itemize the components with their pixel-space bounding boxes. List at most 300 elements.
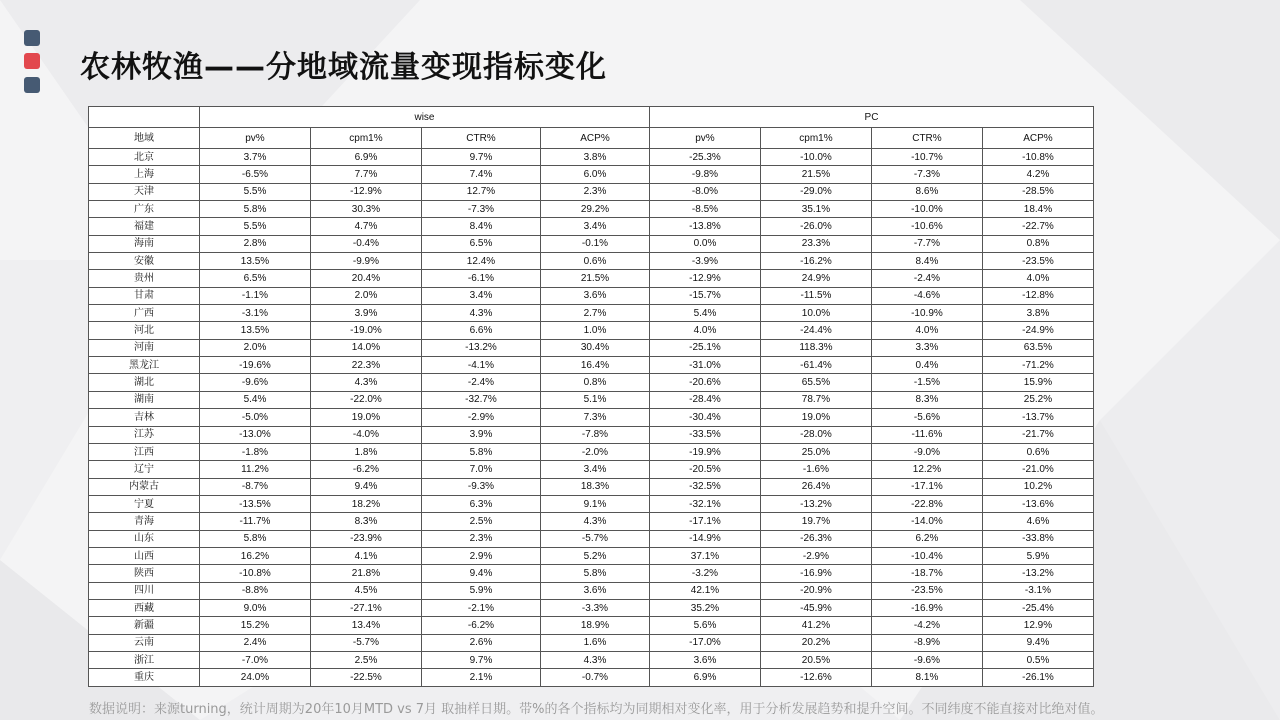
pc-pv-cell: 6.9% [649,669,760,686]
wise-cpm1-cell: 4.5% [310,582,421,599]
wise-cpm1-cell: 2.0% [310,287,421,304]
wise-acp-cell: -7.8% [541,426,650,443]
pc-ctr-cell: -10.6% [871,218,982,235]
region-cell: 青海 [89,513,200,530]
pc-ctr-cell: -4.6% [871,287,982,304]
pc-cpm1-cell: 78.7% [760,391,871,408]
pc-pv-cell: -17.0% [649,634,760,651]
region-cell: 宁夏 [89,495,200,512]
table-row [89,478,1094,495]
wise-acp-cell: 0.6% [541,253,650,270]
table-row [89,530,1094,547]
wise-ctr-cell: 3.4% [421,287,540,304]
group-header-row [89,107,1094,128]
corner-cell [89,107,200,128]
table-row [89,305,1094,322]
table-row [89,651,1094,668]
table-body [89,149,1094,687]
pc-acp-cell: 0.6% [982,443,1093,460]
pc-cpm1-cell: 26.4% [760,478,871,495]
region-cell: 西藏 [89,599,200,616]
table-row [89,599,1094,616]
wise-pv-cell: 6.5% [199,270,310,287]
pc-cpm1-cell: 23.3% [760,235,871,252]
region-cell: 内蒙古 [89,478,200,495]
accent-square-middle [24,53,40,69]
region-cell: 新疆 [89,617,200,634]
table-row [89,617,1094,634]
region-cell: 吉林 [89,409,200,426]
table-row [89,634,1094,651]
wise-acp-cell: 2.3% [541,183,650,200]
region-cell: 浙江 [89,651,200,668]
accent-square-top [24,30,40,46]
pc-pv-cell: -14.9% [649,530,760,547]
pc-ctr-cell: 8.3% [871,391,982,408]
table-row [89,201,1094,218]
pc-cpm1-cell: -61.4% [760,357,871,374]
pc-ctr-cell: -18.7% [871,565,982,582]
pc-pv-cell: 37.1% [649,547,760,564]
pc-ctr-cell: -7.3% [871,166,982,183]
table-row [89,513,1094,530]
table-row [89,409,1094,426]
wise-cpm1-cell: -19.0% [310,322,421,339]
wise-cpm1-cell: 4.7% [310,218,421,235]
pc-acp-cell: 12.9% [982,617,1093,634]
table-row [89,391,1094,408]
wise-cpm1-cell: 30.3% [310,201,421,218]
wise-acp-cell: 3.4% [541,461,650,478]
pc-ctr-cell: -8.9% [871,634,982,651]
wise-ctr-cell: 12.4% [421,253,540,270]
wise-cpm1-cell: 22.3% [310,357,421,374]
pc-acp-cell: 9.4% [982,634,1093,651]
pc-pv-cell: -25.3% [649,149,760,166]
wise-pv-cell: -10.8% [199,565,310,582]
wise-ctr-cell: -4.1% [421,357,540,374]
region-cell: 山西 [89,547,200,564]
pc-pv-cell: -8.0% [649,183,760,200]
wise-ctr-cell: -2.4% [421,374,540,391]
wise-ctr-cell: 6.3% [421,495,540,512]
wise-pv-cell: -9.6% [199,374,310,391]
wise-acp-cell: -2.0% [541,443,650,460]
pc-cpm1-cell: -10.0% [760,149,871,166]
pc-ctr-cell: -9.6% [871,651,982,668]
wise-ctr-cell: -9.3% [421,478,540,495]
pc-cpm1-cell: 20.5% [760,651,871,668]
pc-pv-cell: 4.0% [649,322,760,339]
wise-ctr-cell: -2.9% [421,409,540,426]
wise-ctr-cell: 5.8% [421,443,540,460]
wise-acp-cell: 4.3% [541,513,650,530]
pc-pv-cell: 5.6% [649,617,760,634]
wise-pv-cell: 2.8% [199,235,310,252]
pc-ctr-cell: -14.0% [871,513,982,530]
wise-ctr-cell: 6.6% [421,322,540,339]
wise-pv-cell: -1.8% [199,443,310,460]
pc-pv-cell: -3.2% [649,565,760,582]
pc-acp-cell: 0.5% [982,651,1093,668]
pc-ctr-cell: -9.0% [871,443,982,460]
pc-cpm1-cell: -2.9% [760,547,871,564]
wise-pv-cell: 15.2% [199,617,310,634]
pc-cpm1-cell: -12.6% [760,669,871,686]
pc-pv-cell: -33.5% [649,426,760,443]
wise-cpm1-cell: -22.5% [310,669,421,686]
wise-ctr-cell: 4.3% [421,305,540,322]
region-cell: 辽宁 [89,461,200,478]
pc-pv-cell: -30.4% [649,409,760,426]
pc-acp-cell: -28.5% [982,183,1093,200]
table-row [89,565,1094,582]
pc-pv-cell: -13.8% [649,218,760,235]
pc-pv-cell: 5.4% [649,305,760,322]
wise-acp-cell: 30.4% [541,339,650,356]
pc-ctr-cell: -10.9% [871,305,982,322]
wise-cpm1-cell: 6.9% [310,149,421,166]
table-row [89,426,1094,443]
pc-pv-cell: -32.5% [649,478,760,495]
wise-cpm1-cell: -27.1% [310,599,421,616]
pc-pv-cell: 42.1% [649,582,760,599]
pc-cpm1-cell: 20.2% [760,634,871,651]
wise-acp-cell: 7.3% [541,409,650,426]
wise-pv-cell: 5.5% [199,218,310,235]
wise-pv-cell: -6.5% [199,166,310,183]
wise-acp-cell: 1.0% [541,322,650,339]
pc-acp-cell: -3.1% [982,582,1093,599]
region-cell: 四川 [89,582,200,599]
wise-pv-cell: 11.2% [199,461,310,478]
wise-pv-cell: 3.7% [199,149,310,166]
pc-acp-cell: 3.8% [982,305,1093,322]
wise-pv-cell: 24.0% [199,669,310,686]
table-row [89,547,1094,564]
col-header-wise-cpm1: cpm1% [310,128,421,149]
page-title: 农林牧渔——分地域流量变现指标变化 [80,50,607,85]
table-row [89,149,1094,166]
wise-cpm1-cell: 8.3% [310,513,421,530]
wise-pv-cell: 9.0% [199,599,310,616]
col-header-region: 地域 [89,128,200,149]
wise-ctr-cell: 9.4% [421,565,540,582]
wise-pv-cell: -3.1% [199,305,310,322]
wise-ctr-cell: -32.7% [421,391,540,408]
wise-ctr-cell: -7.3% [421,201,540,218]
pc-acp-cell: -13.6% [982,495,1093,512]
pc-ctr-cell: 12.2% [871,461,982,478]
pc-pv-cell: -20.6% [649,374,760,391]
pc-acp-cell: -22.7% [982,218,1093,235]
wise-cpm1-cell: -9.9% [310,253,421,270]
wise-acp-cell: 5.8% [541,565,650,582]
pc-cpm1-cell: -11.5% [760,287,871,304]
wise-pv-cell: -5.0% [199,409,310,426]
wise-ctr-cell: -6.1% [421,270,540,287]
wise-ctr-cell: 8.4% [421,218,540,235]
region-cell: 海南 [89,235,200,252]
wise-acp-cell: -0.7% [541,669,650,686]
wise-acp-cell: 9.1% [541,495,650,512]
wise-cpm1-cell: 13.4% [310,617,421,634]
wise-pv-cell: 5.4% [199,391,310,408]
pc-ctr-cell: -11.6% [871,426,982,443]
wise-acp-cell: 18.9% [541,617,650,634]
col-header-pc-acp: ACP% [982,128,1093,149]
wise-pv-cell: 5.8% [199,530,310,547]
wise-ctr-cell: -13.2% [421,339,540,356]
pc-cpm1-cell: -24.4% [760,322,871,339]
region-cell: 天津 [89,183,200,200]
pc-acp-cell: -21.7% [982,426,1093,443]
pc-acp-cell: -26.1% [982,669,1093,686]
footnote: 数据说明：来源turning，统计周期为20年10月MTD vs 7月 取抽样日期。带%的各个指标均为同期相对变化率，用于分析发展趋势和提升空间。不同纬度不能直接对比绝对值。 [89,702,1104,717]
region-cell: 江苏 [89,426,200,443]
wise-pv-cell: -8.7% [199,478,310,495]
pc-acp-cell: -23.5% [982,253,1093,270]
pc-acp-cell: -12.8% [982,287,1093,304]
group-header-wise: wise [199,107,649,128]
table-row [89,183,1094,200]
wise-ctr-cell: -2.1% [421,599,540,616]
region-cell: 河北 [89,322,200,339]
wise-acp-cell: 3.4% [541,218,650,235]
pc-cpm1-cell: -26.0% [760,218,871,235]
pc-acp-cell: 63.5% [982,339,1093,356]
wise-ctr-cell: 5.9% [421,582,540,599]
table-row [89,443,1094,460]
pc-pv-cell: 3.6% [649,651,760,668]
col-header-pc-ctr: CTR% [871,128,982,149]
pc-acp-cell: -10.8% [982,149,1093,166]
wise-ctr-cell: 7.0% [421,461,540,478]
table-row [89,270,1094,287]
pc-cpm1-cell: 19.0% [760,409,871,426]
wise-ctr-cell: 9.7% [421,149,540,166]
pc-pv-cell: -8.5% [649,201,760,218]
wise-cpm1-cell: 4.1% [310,547,421,564]
pc-pv-cell: 0.0% [649,235,760,252]
pc-cpm1-cell: -13.2% [760,495,871,512]
pc-ctr-cell: -4.2% [871,617,982,634]
table-row [89,461,1094,478]
wise-acp-cell: -0.1% [541,235,650,252]
region-cell: 湖南 [89,391,200,408]
wise-acp-cell: 4.3% [541,651,650,668]
wise-cpm1-cell: 9.4% [310,478,421,495]
wise-acp-cell: 3.8% [541,149,650,166]
pc-ctr-cell: 6.2% [871,530,982,547]
pc-acp-cell: 4.6% [982,513,1093,530]
pc-acp-cell: -71.2% [982,357,1093,374]
table-row [89,253,1094,270]
wise-acp-cell: 6.0% [541,166,650,183]
pc-cpm1-cell: -16.2% [760,253,871,270]
wise-acp-cell: 21.5% [541,270,650,287]
col-header-wise-ctr: CTR% [421,128,540,149]
pc-ctr-cell: -17.1% [871,478,982,495]
pc-ctr-cell: 8.4% [871,253,982,270]
wise-cpm1-cell: 14.0% [310,339,421,356]
wise-pv-cell: 2.0% [199,339,310,356]
pc-ctr-cell: -23.5% [871,582,982,599]
wise-acp-cell: -3.3% [541,599,650,616]
pc-cpm1-cell: 41.2% [760,617,871,634]
pc-cpm1-cell: 118.3% [760,339,871,356]
pc-acp-cell: 5.9% [982,547,1093,564]
pc-acp-cell: 4.2% [982,166,1093,183]
wise-pv-cell: -11.7% [199,513,310,530]
wise-ctr-cell: 6.5% [421,235,540,252]
region-cell: 陕西 [89,565,200,582]
wise-acp-cell: 16.4% [541,357,650,374]
pc-pv-cell: 35.2% [649,599,760,616]
pc-cpm1-cell: 19.7% [760,513,871,530]
region-cell: 广东 [89,201,200,218]
pc-cpm1-cell: -26.3% [760,530,871,547]
pc-pv-cell: -31.0% [649,357,760,374]
wise-pv-cell: 5.5% [199,183,310,200]
pc-ctr-cell: 3.3% [871,339,982,356]
wise-cpm1-cell: 20.4% [310,270,421,287]
wise-pv-cell: -8.8% [199,582,310,599]
pc-cpm1-cell: 24.9% [760,270,871,287]
wise-ctr-cell: 2.3% [421,530,540,547]
wise-cpm1-cell: 2.5% [310,651,421,668]
region-cell: 黑龙江 [89,357,200,374]
wise-cpm1-cell: 7.7% [310,166,421,183]
pc-ctr-cell: -5.6% [871,409,982,426]
wise-ctr-cell: 9.7% [421,651,540,668]
wise-pv-cell: 5.8% [199,201,310,218]
wise-ctr-cell: 12.7% [421,183,540,200]
pc-pv-cell: -12.9% [649,270,760,287]
pc-ctr-cell: 0.4% [871,357,982,374]
pc-cpm1-cell: 65.5% [760,374,871,391]
wise-acp-cell: 3.6% [541,582,650,599]
pc-ctr-cell: -10.4% [871,547,982,564]
metrics-table [88,106,1094,687]
pc-pv-cell: -9.8% [649,166,760,183]
wise-acp-cell: 2.7% [541,305,650,322]
pc-acp-cell: 18.4% [982,201,1093,218]
table-row [89,669,1094,686]
pc-cpm1-cell: -20.9% [760,582,871,599]
pc-acp-cell: -25.4% [982,599,1093,616]
region-cell: 湖北 [89,374,200,391]
pc-ctr-cell: -1.5% [871,374,982,391]
wise-cpm1-cell: -23.9% [310,530,421,547]
region-cell: 安徽 [89,253,200,270]
pc-acp-cell: -33.8% [982,530,1093,547]
group-header-pc: PC [649,107,1093,128]
pc-ctr-cell: -10.7% [871,149,982,166]
region-cell: 江西 [89,443,200,460]
pc-acp-cell: -13.7% [982,409,1093,426]
region-cell: 上海 [89,166,200,183]
wise-cpm1-cell: 19.0% [310,409,421,426]
pc-ctr-cell: -22.8% [871,495,982,512]
wise-cpm1-cell: 1.8% [310,443,421,460]
table-row [89,357,1094,374]
table-row [89,166,1094,183]
pc-ctr-cell: -16.9% [871,599,982,616]
pc-pv-cell: -17.1% [649,513,760,530]
wise-acp-cell: 18.3% [541,478,650,495]
pc-pv-cell: -28.4% [649,391,760,408]
pc-acp-cell: 15.9% [982,374,1093,391]
wise-ctr-cell: 2.6% [421,634,540,651]
region-cell: 云南 [89,634,200,651]
table-row [89,495,1094,512]
wise-cpm1-cell: -6.2% [310,461,421,478]
wise-cpm1-cell: 3.9% [310,305,421,322]
pc-pv-cell: -19.9% [649,443,760,460]
pc-acp-cell: -21.0% [982,461,1093,478]
pc-cpm1-cell: -28.0% [760,426,871,443]
wise-pv-cell: 2.4% [199,634,310,651]
table-row [89,235,1094,252]
pc-acp-cell: -13.2% [982,565,1093,582]
region-cell: 福建 [89,218,200,235]
wise-cpm1-cell: -5.7% [310,634,421,651]
wise-pv-cell: -1.1% [199,287,310,304]
wise-cpm1-cell: -12.9% [310,183,421,200]
column-header-row [89,128,1094,149]
pc-pv-cell: -20.5% [649,461,760,478]
pc-pv-cell: -32.1% [649,495,760,512]
pc-cpm1-cell: 35.1% [760,201,871,218]
table-row [89,339,1094,356]
wise-pv-cell: 13.5% [199,322,310,339]
table-row [89,374,1094,391]
pc-ctr-cell: -2.4% [871,270,982,287]
pc-pv-cell: -25.1% [649,339,760,356]
wise-acp-cell: 1.6% [541,634,650,651]
region-cell: 北京 [89,149,200,166]
wise-acp-cell: -5.7% [541,530,650,547]
wise-pv-cell: -13.0% [199,426,310,443]
wise-cpm1-cell: -4.0% [310,426,421,443]
pc-cpm1-cell: -16.9% [760,565,871,582]
wise-acp-cell: 5.1% [541,391,650,408]
table-row [89,322,1094,339]
wise-cpm1-cell: 21.8% [310,565,421,582]
pc-acp-cell: 25.2% [982,391,1093,408]
wise-pv-cell: -7.0% [199,651,310,668]
wise-pv-cell: 16.2% [199,547,310,564]
pc-cpm1-cell: 10.0% [760,305,871,322]
region-cell: 重庆 [89,669,200,686]
pc-cpm1-cell: -29.0% [760,183,871,200]
pc-pv-cell: -3.9% [649,253,760,270]
pc-cpm1-cell: 21.5% [760,166,871,183]
pc-pv-cell: -15.7% [649,287,760,304]
pc-ctr-cell: 8.1% [871,669,982,686]
wise-ctr-cell: 7.4% [421,166,540,183]
pc-acp-cell: 0.8% [982,235,1093,252]
pc-cpm1-cell: -1.6% [760,461,871,478]
col-header-wise-pv: pv% [199,128,310,149]
wise-ctr-cell: 3.9% [421,426,540,443]
wise-acp-cell: 0.8% [541,374,650,391]
pc-acp-cell: -24.9% [982,322,1093,339]
accent-square-bottom [24,77,40,93]
region-cell: 山东 [89,530,200,547]
wise-cpm1-cell: -22.0% [310,391,421,408]
